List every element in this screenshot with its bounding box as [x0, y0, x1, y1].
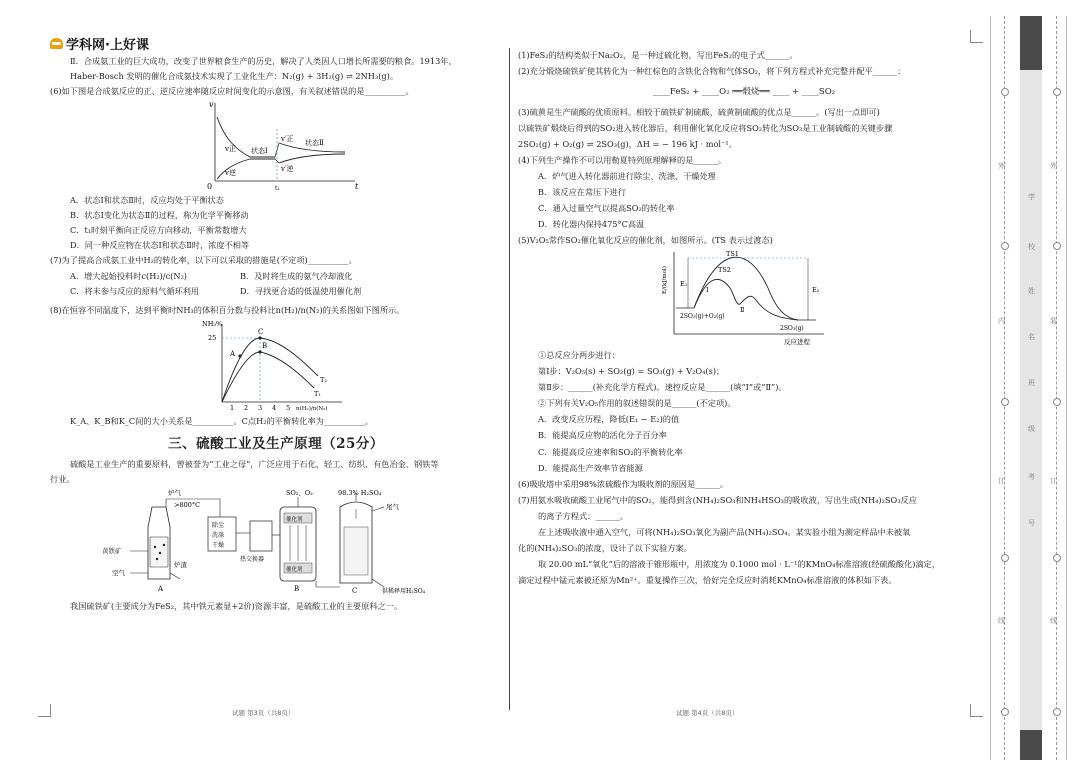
tick-2: 2 — [244, 403, 249, 412]
tick-3: 3 — [258, 403, 263, 412]
chart2-y25: 25 — [208, 333, 217, 342]
diagram-dry: 干燥 — [212, 542, 225, 550]
diagram-pyrite: 黄铁矿 — [102, 547, 122, 556]
rate-time-chart — [205, 99, 365, 191]
diagram-product: 供稀释用H₂SO₄ — [382, 588, 426, 596]
left-column — [50, 56, 502, 612]
r-question-7d: 化的(NH₄)₂SO₃的浓度，设计了以下实验方案。 — [518, 542, 692, 553]
q5-option-a: A．改变反应历程，降低(E₁ − E₂)的值 — [538, 414, 680, 425]
q4-option-b: B．该反应在常压下进行 — [538, 186, 626, 197]
diagram-air: 空气 — [112, 569, 125, 578]
chart2-xlabel: n(H₂)/n(N₂) — [296, 405, 328, 412]
diagram-temp: >800°C — [174, 501, 201, 510]
r-question-7f: 滴定过程中锰元素被还原为Mn²⁺。重复操作三次，恰好完全反应时消耗KMnO₄标准溶液的体积如下表。 — [518, 575, 897, 586]
right-column — [518, 50, 970, 586]
chart2-ylabel: NH₃% — [202, 319, 223, 328]
diagram-catalyst-top: 催化剂 — [286, 517, 303, 524]
r-question-5a: ①总反应分两步进行： — [538, 350, 620, 361]
diagram-slag: 炉渣 — [174, 561, 187, 570]
q7-option-b: B．及时将生成的氨气冷却液化 — [240, 270, 353, 281]
label-ts1: TS1 — [726, 250, 739, 259]
diagram-so2-o2: SO₂、O₂ — [286, 489, 313, 498]
q4-option-d: D．转化器内保持475°C高温 — [538, 219, 645, 230]
r-question-3c: 2SO₂(g) + O₂(g) ⇌ 2SO₃(g)，ΔH = − 196 kJ · mol⁻¹。 — [518, 138, 737, 149]
paragraph-pyrite: 我国硫铁矿(主要成分为FeS₂，其中铁元素显+2价)资源丰富，是硫酸工业的主要原料之一。 — [70, 601, 403, 612]
label-step-2: Ⅱ — [740, 306, 745, 315]
question-8: (8)在恒容不同温度下，达到平衡时NH₃的体积百分数与投料比n(H₂)/n(N₂)的关系图如下图所示。 — [50, 304, 405, 315]
logo — [50, 34, 149, 53]
r-question-2: (2)充分煅烧硫铁矿使其转化为一种红棕色的含铁化合物和气体SO₂，将下列方程式补充完整并配平______： — [518, 66, 906, 77]
r-question-7c: 在上述吸收液中通入空气，可将(NH₄)₂SO₃氧化为副产品(NH₄)₂SO₄。某实验小组为测定样品中未被氧 — [538, 526, 911, 537]
crop-mark — [970, 30, 983, 43]
label-state-1: 状态Ⅰ — [251, 147, 268, 156]
chart3-ylabel: E/(kJ/mol) — [662, 266, 668, 295]
intro-text: Ⅱ．合成氨工业的巨大成功，改变了世界粮食生产的历史，解决了人类因人口增长所需要的粮食。1913年， — [70, 56, 457, 66]
label-v-forward: v正 — [225, 145, 236, 154]
diagram-furnace-gas: 炉气 — [168, 489, 181, 498]
r-question-6: (6)吸收塔中采用98%浓硫酸作为吸收剂的原因是______。 — [518, 478, 728, 489]
strip-mark-outer-2: 内 — [998, 317, 1005, 325]
tick-5: 5 — [286, 403, 291, 412]
crop-mark — [38, 704, 51, 717]
strip-field-8: 号 — [1028, 519, 1035, 527]
diagram-label-a: A — [158, 585, 164, 594]
point-a: A — [230, 349, 236, 358]
r-equation: ____FeS₂ + ____O₂ ══煅烧══ ____ + ____SO₂ — [652, 87, 836, 98]
diagram-exchanger: 热交换器 — [240, 556, 265, 564]
strip-mark-inner-3: 订 — [1050, 477, 1057, 485]
r-step-2: 第Ⅱ步：______(补充化学方程式)。速控反应是______(填“Ⅰ”或“Ⅱ”)。 — [538, 382, 787, 393]
r-question-3: (3)硫黄是生产硫酸的优质原料。相较于硫铁矿制硫酸，硫黄制硫酸的优点是______。(写出一点即可) — [518, 106, 880, 117]
strip-mark-inner-4: 线 — [1050, 617, 1057, 625]
binding-strip — [990, 16, 1080, 760]
label-v-reverse-2: v′逆 — [281, 165, 294, 174]
r-question-3b: 以硫铁矿煅烧后得到的SO₂进入转化器后，利用催化氧化反应将SO₂转化为SO₃是工业制硫酸的关键步骤 — [518, 122, 893, 133]
label-t1: t₁ — [275, 185, 280, 192]
curve-t2: T₂ — [320, 375, 327, 384]
logo-text: 学科网·上好课 — [66, 38, 149, 53]
tick-1: 1 — [230, 403, 235, 412]
section-title: 三、硫酸工业及生产原理（25分） — [168, 435, 384, 452]
strip-field-7: 考 — [1028, 473, 1035, 481]
question-8-tail: K_A、K_B和K_C间的大小关系是__________。C点H₂的平衡转化率为__________。 — [70, 415, 373, 426]
q6-option-a: A．状态Ⅰ和状态Ⅱ时，反应均处于平衡状态 — [70, 195, 224, 206]
q6-option-c: C．t₁时刻平衡向正反应方向移动，平衡常数增大 — [70, 225, 247, 236]
label-e1: E₁ — [680, 280, 688, 289]
r-question-7e: 取 20.00 mL“氧化”后的溶液于锥形瓶中，用浓度为 0.1000 mol · L⁻¹的KMnO₄标准溶液(经硫酸酸化)滴定， — [538, 558, 941, 569]
r-question-7: (7)用氨水吸收硫酸工业尾气中的SO₂，能得到含(NH₄)₂SO₃和NH₄HSO₃的吸收液，写出生成(NH₄)₂SO₃反应 — [518, 494, 917, 505]
sulfuric-process-diagram — [100, 487, 440, 599]
label-step-1: Ⅰ — [706, 286, 709, 295]
tick-4: 4 — [272, 403, 277, 412]
crop-mark — [970, 704, 983, 717]
q5-option-d: D．能提高生产效率节省能源 — [538, 462, 643, 473]
strip-mark-inner-2: 装 — [1050, 317, 1057, 325]
diagram-catalyst-bottom: 催化剂 — [286, 567, 303, 574]
strip-field-6: 级 — [1028, 425, 1035, 433]
label-v-reverse: v逆 — [225, 169, 236, 178]
q6-option-b: B．状态Ⅰ变化为状态Ⅱ的过程，称为化学平衡移动 — [70, 210, 249, 221]
q4-option-a: A．炉气进入转化器前进行除尘、洗涤、干燥处理 — [538, 170, 716, 181]
chart1-ylabel: v — [209, 100, 214, 110]
diagram-tail-gas: 尾气 — [386, 503, 399, 512]
paragraph-sulfuric-cont: 行业。 — [50, 474, 75, 485]
q7-option-a: A．增大起始投料时c(H₂)/c(N₂) — [70, 270, 187, 281]
q5-option-b: B．能提高反应物的活化分子百分率 — [538, 430, 667, 441]
footer-page-3: 试题 第3页（共8页） — [232, 709, 295, 717]
curve-t1: T₁ — [314, 389, 321, 398]
energy-profile-chart — [658, 248, 828, 346]
strip-field-3: 姓 — [1028, 287, 1035, 295]
label-v-forward-2: v′正 — [281, 135, 294, 144]
diagram-wash: 洗涤 — [212, 532, 225, 540]
q7-option-d: D．寻找更合适的低温使用催化剂 — [240, 285, 362, 296]
r-question-4: (4)下列生产操作不可以用勒夏特列原理解释的是______。 — [518, 154, 727, 165]
diagram-acid: 98.3% H₂SO₄ — [338, 489, 382, 498]
strip-mark-inner-1: 外 — [1050, 162, 1057, 170]
diagram-label-b: B — [294, 585, 300, 594]
nh3-ratio-chart — [200, 318, 350, 414]
strip-field-1: 学 — [1028, 193, 1035, 201]
strip-field-4: 名 — [1028, 333, 1035, 341]
intro-equation: Haber-Bosch 发明的催化合成氨技术实现了工业化生产：N₂(g) + 3H₂(g) ⇌ 2NH₃(g)。 — [70, 71, 399, 82]
strip-field-2: 校 — [1028, 243, 1035, 251]
point-b: B — [262, 341, 268, 350]
q7-option-c: C．将未参与反应的原料气循环利用 — [70, 285, 200, 296]
question-7: (7)为了提高合成氨工业中H₂的转化率，以下可以采取的措施是(不定项)__________。 — [50, 255, 357, 266]
label-e2: E₂ — [812, 286, 820, 295]
paragraph-sulfuric: 硫酸是工业生产的重要原料，曾被誉为“工业之母”，广泛应用于石化、轻工、纺织、有色冶金、钢铁等 — [70, 458, 439, 469]
strip-mark-outer-4: 线 — [998, 617, 1005, 625]
r-question-7b: 的离子方程式：______。 — [538, 510, 629, 521]
q6-option-d: D．同一种反应物在状态Ⅰ和状态Ⅱ时，浓度不相等 — [70, 240, 250, 251]
strip-mark-outer-1: 外 — [998, 162, 1005, 170]
r-step-1: 第Ⅰ步：V₂O₅(s) + SO₂(g) = SO₃(g) + V₂O₄(s)； — [538, 366, 725, 377]
column-divider — [509, 48, 510, 710]
r-question-5: (5)V₂O₅常作SO₂催化氧化反应的催化剂，如图所示。(TS 表示过渡态) — [518, 235, 773, 246]
diagram-label-c: C — [352, 587, 358, 596]
chart1-xlabel: t — [355, 182, 359, 192]
label-state-2: 状态Ⅱ — [305, 139, 324, 148]
logo-icon — [50, 38, 63, 49]
point-c: C — [258, 327, 264, 336]
label-ts2: TS2 — [718, 266, 731, 275]
q4-option-c: C．通入过量空气以提高SO₂的转化率 — [538, 202, 675, 213]
label-end: 2SO₃(g) — [780, 325, 804, 333]
q5-option-c: C．能提高反应速率和SO₂的平衡转化率 — [538, 446, 683, 457]
label-start: 2SO₂(g)+O₂(g) — [680, 313, 725, 321]
question-6: (6)如下图是合成氨反应的正、逆反应速率随反应时间变化的示意图，有关叙述错误的是__________。 — [50, 86, 414, 97]
r-question-5b: ②下列有关V₂O₅作用的叙述错误的是______(不定项)。 — [538, 398, 736, 409]
chart1-origin: 0 — [207, 182, 213, 192]
chart3-xlabel: 反应进程 — [784, 338, 810, 347]
footer-page-4: 试题 第4页（共8页） — [676, 709, 739, 717]
r-question-1: (1)FeS₂的结构类似于Na₂O₂，是一种过硫化物，写出FeS₂的电子式______。 — [518, 50, 798, 60]
strip-field-5: 班 — [1028, 379, 1035, 387]
diagram-dust: 除尘 — [212, 522, 225, 530]
strip-mark-outer-3: 订 — [998, 477, 1005, 485]
